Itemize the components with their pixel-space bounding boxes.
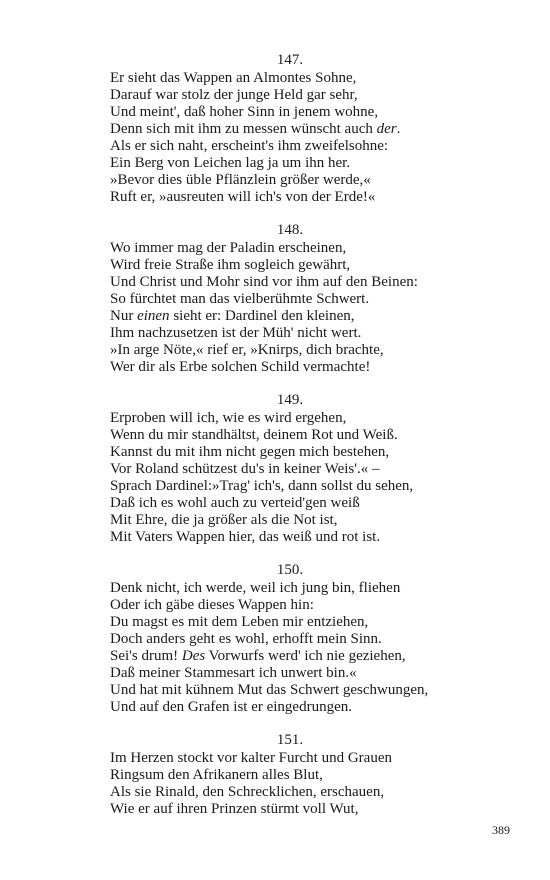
verse-text: Sei's drum! xyxy=(110,648,182,664)
verse-line xyxy=(110,427,470,444)
verse-line xyxy=(110,172,470,189)
verse-text: Erproben will ich, wie es wird ergehen, xyxy=(110,410,347,426)
verse-text: So fürchtet man das vielberühmte Schwert. xyxy=(110,291,370,307)
verse-line xyxy=(110,529,470,546)
verse-text: Doch anders geht es wohl, erhofft mein Sinn. xyxy=(110,631,382,647)
verse-line xyxy=(110,784,470,801)
verse-line xyxy=(110,597,470,614)
verse-text: Vorwurfs werd' ich nie geziehen, xyxy=(205,648,406,664)
verse-text: Wo immer mag der Paladin erscheinen, xyxy=(110,240,347,256)
verse-text: Mit Vaters Wappen hier, das weiß und rot ist. xyxy=(110,529,381,545)
stanza xyxy=(110,392,470,546)
verse-line xyxy=(110,342,470,359)
verse-text: Als er sich naht, erscheint's ihm zweifelsohne: xyxy=(110,138,389,154)
verse-emphasis: Des xyxy=(181,648,206,664)
stanza xyxy=(110,732,470,818)
verse-line xyxy=(110,325,470,342)
verse-line xyxy=(110,155,470,172)
verse-line xyxy=(110,444,470,461)
verse-text: Sprach Dardinel:»Trag' ich's, dann sollst du sehen, xyxy=(110,478,414,494)
verse-text: Kannst du mit ihm nicht gegen mich bestehen, xyxy=(110,444,390,460)
stanza-number: 149. xyxy=(276,392,304,408)
verse-line xyxy=(110,767,470,784)
verse-line xyxy=(110,138,470,155)
verse-text: Und hat mit kühnem Mut das Schwert geschwungen, xyxy=(110,682,429,698)
verse-line xyxy=(110,240,470,257)
verse-text: Ringsum den Afrikanern alles Blut, xyxy=(110,767,323,783)
stanza-number: 150. xyxy=(276,562,304,578)
verse-text: Mit Ehre, die ja größer als die Not ist, xyxy=(110,512,338,528)
verse-text: Ruft er, »ausreuten will ich's von der Erde!« xyxy=(110,189,376,205)
verse-line xyxy=(110,495,470,512)
verse-text: Wenn du mir standhältst, deinem Rot und Weiß. xyxy=(110,427,398,443)
verse-text: Und Christ und Mohr sind vor ihm auf den Beinen: xyxy=(110,274,418,290)
verse-line xyxy=(110,648,470,665)
verse-line xyxy=(110,512,470,529)
verse-line xyxy=(110,121,470,138)
verse-text: Nur xyxy=(110,308,138,324)
verse-line xyxy=(110,801,470,818)
verse-text: Denn sich mit ihm zu messen wünscht auch xyxy=(110,121,377,137)
verse-line xyxy=(110,189,470,206)
verse-line xyxy=(110,580,470,597)
verse-line xyxy=(110,665,470,682)
verse-text: Und meint', daß hoher Sinn in jenem wohne, xyxy=(110,104,379,120)
verse-text: Oder ich gäbe dieses Wappen hin: xyxy=(110,597,314,613)
verse-line xyxy=(110,104,470,121)
stanza-number: 148. xyxy=(276,222,304,238)
verse-text: sieht er: Dardinel den kleinen, xyxy=(169,308,355,324)
verse-text: Im Herzen stockt vor kalter Furcht und Grauen xyxy=(110,750,392,766)
verse-text: Wird freie Straße ihm sogleich gewährt, xyxy=(110,257,351,273)
verse-text: Wer dir als Erbe solchen Schild vermachte! xyxy=(110,359,371,375)
verse-text: Ihm nachzusetzen ist der Müh' nicht wert. xyxy=(110,325,362,341)
verse-line xyxy=(110,87,470,104)
verse-line xyxy=(110,359,470,376)
page-number: 389 xyxy=(492,823,510,837)
verse-line xyxy=(110,257,470,274)
verse-line xyxy=(110,274,470,291)
verse-text: »Bevor dies üble Pflänzlein größer werde,« xyxy=(110,172,371,188)
verse-text: »In arge Nöte,« rief er, »Knirps, dich brachte, xyxy=(110,342,384,358)
verse-text: Als sie Rinald, den Schrecklichen, erschauen, xyxy=(110,784,385,800)
verse-text: Und auf den Grafen ist er eingedrungen. xyxy=(110,699,352,715)
verse-text: . xyxy=(396,121,401,137)
stanza xyxy=(110,222,470,376)
verse-text: Darauf war stolz der junge Held gar sehr, xyxy=(110,87,358,103)
verse-text: Wie er auf ihren Prinzen stürmt voll Wut, xyxy=(110,801,359,817)
verse-line xyxy=(110,682,470,699)
verse-line xyxy=(110,461,470,478)
verse-line xyxy=(110,291,470,308)
poem-page xyxy=(110,52,470,834)
verse-line xyxy=(110,70,470,87)
verse-text: Vor Roland schützest du's in keiner Weis'.« – xyxy=(110,461,380,477)
verse-line xyxy=(110,308,470,325)
verse-text: Denk nicht, ich werde, weil ich jung bin, fliehen xyxy=(110,580,401,596)
verse-text: Daß meiner Stammesart ich unwert bin.« xyxy=(110,665,357,681)
verse-line xyxy=(110,631,470,648)
verse-line xyxy=(110,410,470,427)
stanza xyxy=(110,562,470,716)
stanza xyxy=(110,52,470,206)
verse-emphasis: einen xyxy=(137,308,170,324)
verse-text: Ein Berg von Leichen lag ja um ihn her. xyxy=(110,155,351,171)
verse-text: Er sieht das Wappen an Almontes Sohne, xyxy=(110,70,357,86)
stanza-number: 151. xyxy=(276,732,304,748)
verse-text: Du magst es mit dem Leben mir entziehen, xyxy=(110,614,369,630)
verse-line xyxy=(110,750,470,767)
verse-line xyxy=(110,699,470,716)
stanza-number: 147. xyxy=(276,52,304,68)
verse-emphasis: der xyxy=(376,121,397,137)
verse-text: Daß ich es wohl auch zu verteid'gen weiß xyxy=(110,495,360,511)
verse-line xyxy=(110,478,470,495)
verse-line xyxy=(110,614,470,631)
